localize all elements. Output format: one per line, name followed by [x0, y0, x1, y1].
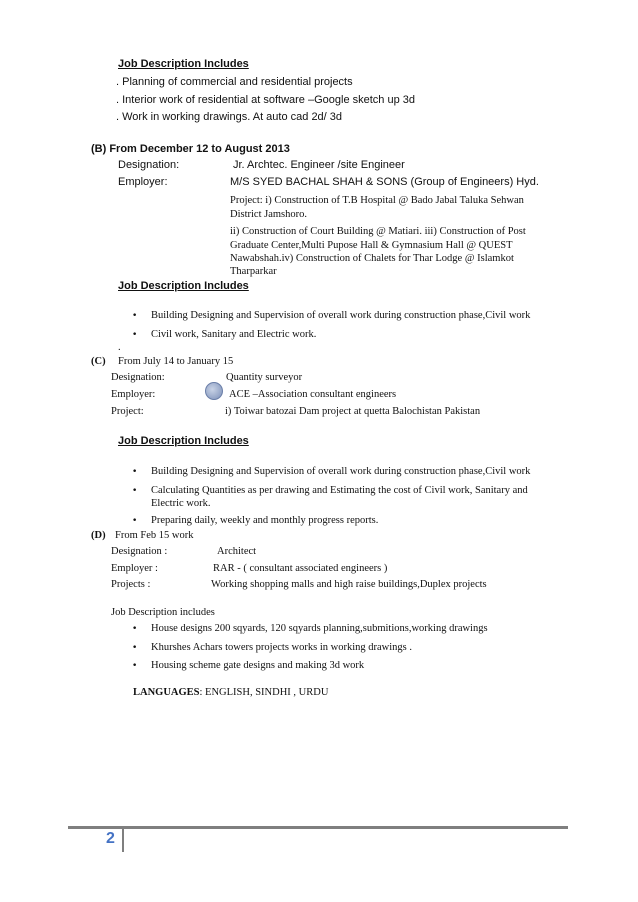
section-c-bullet-2-continuation: Electric work.: [151, 498, 211, 509]
section-b-project-line-3: ii) Construction of Court Building @ Matiari. iii) Construction of Post: [230, 226, 526, 237]
bullet-icon: •: [132, 643, 138, 653]
section-c-bullet-1: Building Designing and Supervision of overall work during construction phase,Civil work: [151, 466, 531, 477]
ace-logo-icon: [205, 382, 223, 400]
section-b-employer-value: M/S SYED BACHAL SHAH & SONS (Group of Engineers) Hyd.: [230, 176, 539, 188]
section-c-project-label: Project:: [111, 406, 144, 417]
section-b-bullet-1: Building Designing and Supervision of overall work during construction phase,Civil work: [151, 310, 531, 321]
section-d-bullet-1: House designs 200 sqyards, 120 sqyards planning,submitions,working drawings: [151, 623, 488, 634]
languages-line: [133, 687, 328, 698]
bullet-icon: •: [132, 661, 138, 671]
job-description-heading-a: Job Description Includes: [118, 58, 249, 70]
job-description-heading-d: Job Description includes: [111, 607, 215, 618]
job-a-item-3: . Work in working drawings. At auto cad 2d/ 3d: [116, 111, 343, 123]
job-description-heading-c: Job Description Includes: [118, 435, 249, 447]
bullet-icon: •: [132, 311, 138, 321]
page-number: 2: [106, 830, 115, 847]
section-c-designation-label: Designation:: [111, 372, 165, 383]
job-a-item-1: . Planning of commercial and residential projects: [116, 76, 353, 88]
section-b-trailing-dot: .: [118, 342, 121, 353]
section-d-projects-value: Working shopping malls and high raise buildings,Duplex projects: [211, 579, 487, 590]
section-c-designation-value: Quantity surveyor: [226, 372, 303, 383]
section-b-heading: (B) From December 12 to August 2013: [91, 143, 290, 155]
section-b-project-line-2: District Jamshoro.: [230, 209, 307, 220]
section-c-dates: From July 14 to January 15: [118, 356, 234, 367]
section-b-designation-value: Jr. Archtec. Engineer /site Engineer: [233, 159, 405, 171]
section-d-bullet-2: Khurshes Achars towers projects works in working drawings .: [151, 642, 412, 653]
section-c-label: (C): [91, 356, 106, 367]
section-d-dates: From Feb 15 work: [115, 530, 194, 541]
section-c-project-value: i) Toiwar batozai Dam project at quetta Balochistan Pakistan: [225, 406, 481, 417]
section-d-bullet-3: Housing scheme gate designs and making 3d work: [151, 660, 365, 671]
section-b-project-line-5: Nawabshah.iv) Construction of Chalets for Thar Lodge @ Islamkot: [230, 253, 514, 264]
section-b-employer-label: Employer:: [118, 176, 168, 188]
section-c-employer-value: ACE –Association consultant engineers: [229, 389, 397, 400]
section-b-designation-label: Designation:: [118, 159, 180, 171]
footer-divider: [68, 826, 568, 829]
section-c-bullet-2: Calculating Quantities as per drawing and Estimating the cost of Civil work, Sanitary and: [151, 485, 528, 496]
job-a-item-2: . Interior work of residential at software –Google sketch up 3d: [116, 94, 415, 106]
bullet-icon: •: [132, 624, 138, 634]
section-d-employer-value: RAR - ( consultant associated engineers ): [213, 563, 388, 574]
languages-label: LANGUAGES: [133, 687, 200, 698]
bullet-icon: •: [132, 467, 138, 477]
section-c-bullet-3: Preparing daily, weekly and monthly progress reports.: [151, 515, 379, 526]
bullet-icon: •: [132, 330, 138, 340]
bullet-icon: •: [132, 486, 138, 496]
section-b-project-line-1: Project: i) Construction of T.B Hospital @ Bado Jabal Taluka Sehwan: [230, 195, 524, 206]
section-d-projects-label: Projects :: [111, 579, 151, 590]
languages-value: : ENGLISH, SINDHI , URDU: [199, 687, 329, 698]
job-description-heading-b: Job Description Includes: [118, 280, 249, 292]
section-d-label: (D): [91, 530, 106, 541]
section-d-designation-label: Designation :: [111, 546, 168, 557]
section-d-employer-label: Employer :: [111, 563, 158, 574]
section-b-bullet-2: Civil work, Sanitary and Electric work.: [151, 329, 317, 340]
section-d-designation-value: Architect: [217, 546, 257, 557]
bullet-icon: •: [132, 516, 138, 526]
section-b-project-line-6: Tharparkar: [230, 266, 277, 277]
footer-vertical-bar: [122, 826, 124, 852]
section-c-employer-label: Employer:: [111, 389, 156, 400]
section-b-project-line-4: Graduate Center,Multi Pupose Hall & Gymnasium Hall @ QUEST: [230, 240, 513, 251]
